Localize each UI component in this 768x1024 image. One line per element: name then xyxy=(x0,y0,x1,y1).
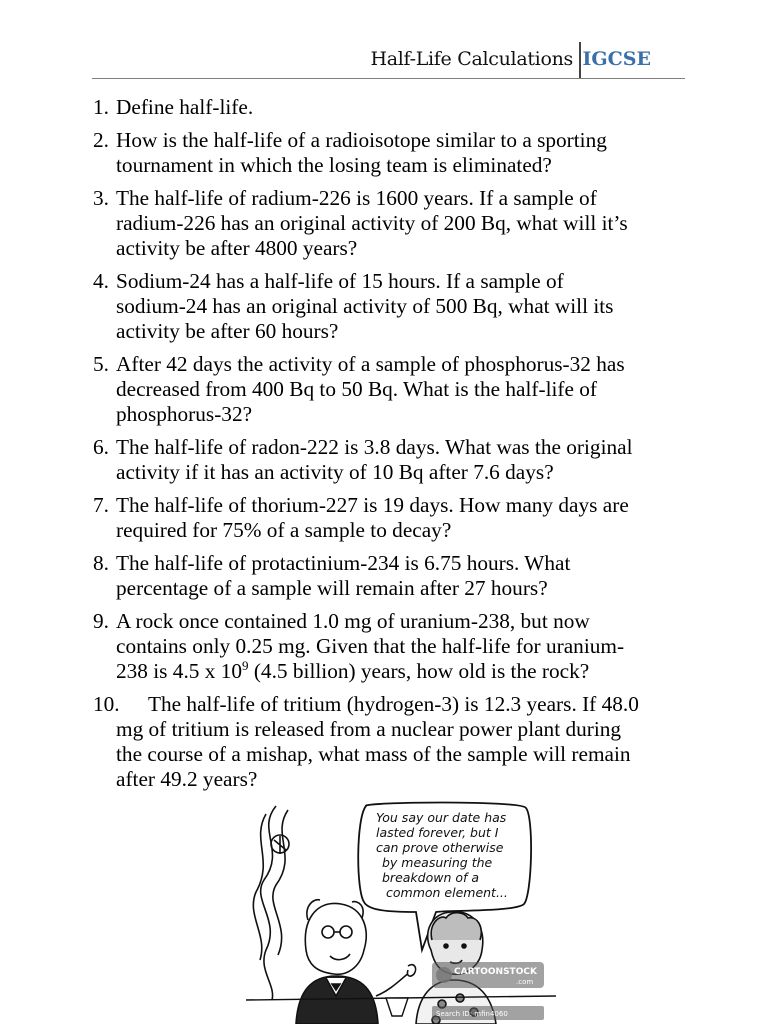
question-number: 6. xyxy=(93,435,109,459)
question-line: (4.5 billion) years, how old is the rock? xyxy=(253,659,590,683)
speech-line: by measuring the xyxy=(382,855,493,870)
glass xyxy=(386,998,408,1016)
question-list xyxy=(93,95,693,800)
question-line: sodium-24 has an original activity of 500 Bq, what will its xyxy=(116,294,614,318)
watermark-suffix: .com xyxy=(516,978,534,986)
question-line: Sodium-24 has a half-life of 15 hours. If a sample of xyxy=(116,269,564,293)
speech-line: common element... xyxy=(386,885,508,900)
cartoon-illustration xyxy=(246,800,556,1024)
question-7 xyxy=(93,493,693,543)
question-line: radium-226 has an original activity of 200 Bq, what will it’s xyxy=(116,211,628,235)
page-header xyxy=(92,42,685,79)
question-line: contains only 0.25 mg. Given that the half-life for uranium- xyxy=(116,634,625,658)
header-title: Half-Life Calculations xyxy=(370,48,573,70)
question-line: activity if it has an activity of 10 Bq after 7.6 days? xyxy=(116,460,554,484)
question-line: The half-life of radium-226 is 1600 years. If a sample of xyxy=(116,186,597,210)
question-line: the course of a mishap, what mass of the sample will remain xyxy=(116,742,631,766)
question-line: 238 is 4.5 x 10 xyxy=(116,659,243,683)
header-separator xyxy=(579,42,581,78)
question-number: 7. xyxy=(93,493,109,517)
search-id-text: Search ID: mfin4060 xyxy=(436,1010,508,1018)
question-number: 10. xyxy=(93,692,120,716)
question-line: tournament in which the losing team is eliminated? xyxy=(116,153,552,177)
exponent: 9 xyxy=(242,658,249,673)
question-8 xyxy=(93,551,693,601)
question-line: phosphorus-32? xyxy=(116,402,253,426)
watermark-text: CARTOONSTOCK xyxy=(454,967,537,977)
question-line: percentage of a sample will remain after 27 hours? xyxy=(116,576,548,600)
question-line: mg of tritium is released from a nuclear power plant during xyxy=(116,717,622,741)
speech-line: You say our date has xyxy=(376,810,507,825)
question-number: 5. xyxy=(93,352,109,376)
speech-line: lasted forever, but I xyxy=(376,825,499,840)
question-line: The half-life of tritium (hydrogen-3) is 12.3 years. If 48.0 xyxy=(148,692,639,716)
question-line: decreased from 400 Bq to 50 Bq. What is the half-life of xyxy=(116,377,598,401)
question-9 xyxy=(93,609,693,684)
question-number: 9. xyxy=(93,609,109,633)
question-line: A rock once contained 1.0 mg of uranium-238, but now xyxy=(116,609,590,633)
question-3 xyxy=(93,186,693,261)
question-number: 1. xyxy=(93,95,109,119)
question-10 xyxy=(93,692,693,792)
question-1 xyxy=(93,95,693,120)
question-line: After 42 days the activity of a sample of phosphorus-32 has xyxy=(116,352,625,376)
question-number: 8. xyxy=(93,551,109,575)
speech-line: breakdown of a xyxy=(382,870,480,885)
question-6 xyxy=(93,435,693,485)
question-line: Define half-life. xyxy=(116,95,254,119)
question-number: 3. xyxy=(93,186,109,210)
question-line: The half-life of thorium-227 is 19 days. How many days are xyxy=(116,493,629,517)
speech-text xyxy=(376,810,510,900)
question-number: 4. xyxy=(93,269,109,293)
question-line: The half-life of protactinium-234 is 6.75 hours. What xyxy=(116,551,571,575)
question-line: required for 75% of a sample to decay? xyxy=(116,518,452,542)
question-line: after 49.2 years? xyxy=(116,767,258,791)
question-line: How is the half-life of a radioisotope similar to a sporting xyxy=(116,128,607,152)
question-number: 2. xyxy=(93,128,109,152)
header-tag: IGCSE xyxy=(582,48,651,70)
question-5 xyxy=(93,352,693,427)
swirl-decoration xyxy=(253,806,289,1000)
question-line: The half-life of radon-222 is 3.8 days. What was the original xyxy=(116,435,633,459)
question-line: activity be after 4800 years? xyxy=(116,236,358,260)
question-line: activity be after 60 hours? xyxy=(116,319,339,343)
question-2 xyxy=(93,128,693,178)
question-4 xyxy=(93,269,693,344)
speech-line: can prove otherwise xyxy=(376,840,504,855)
